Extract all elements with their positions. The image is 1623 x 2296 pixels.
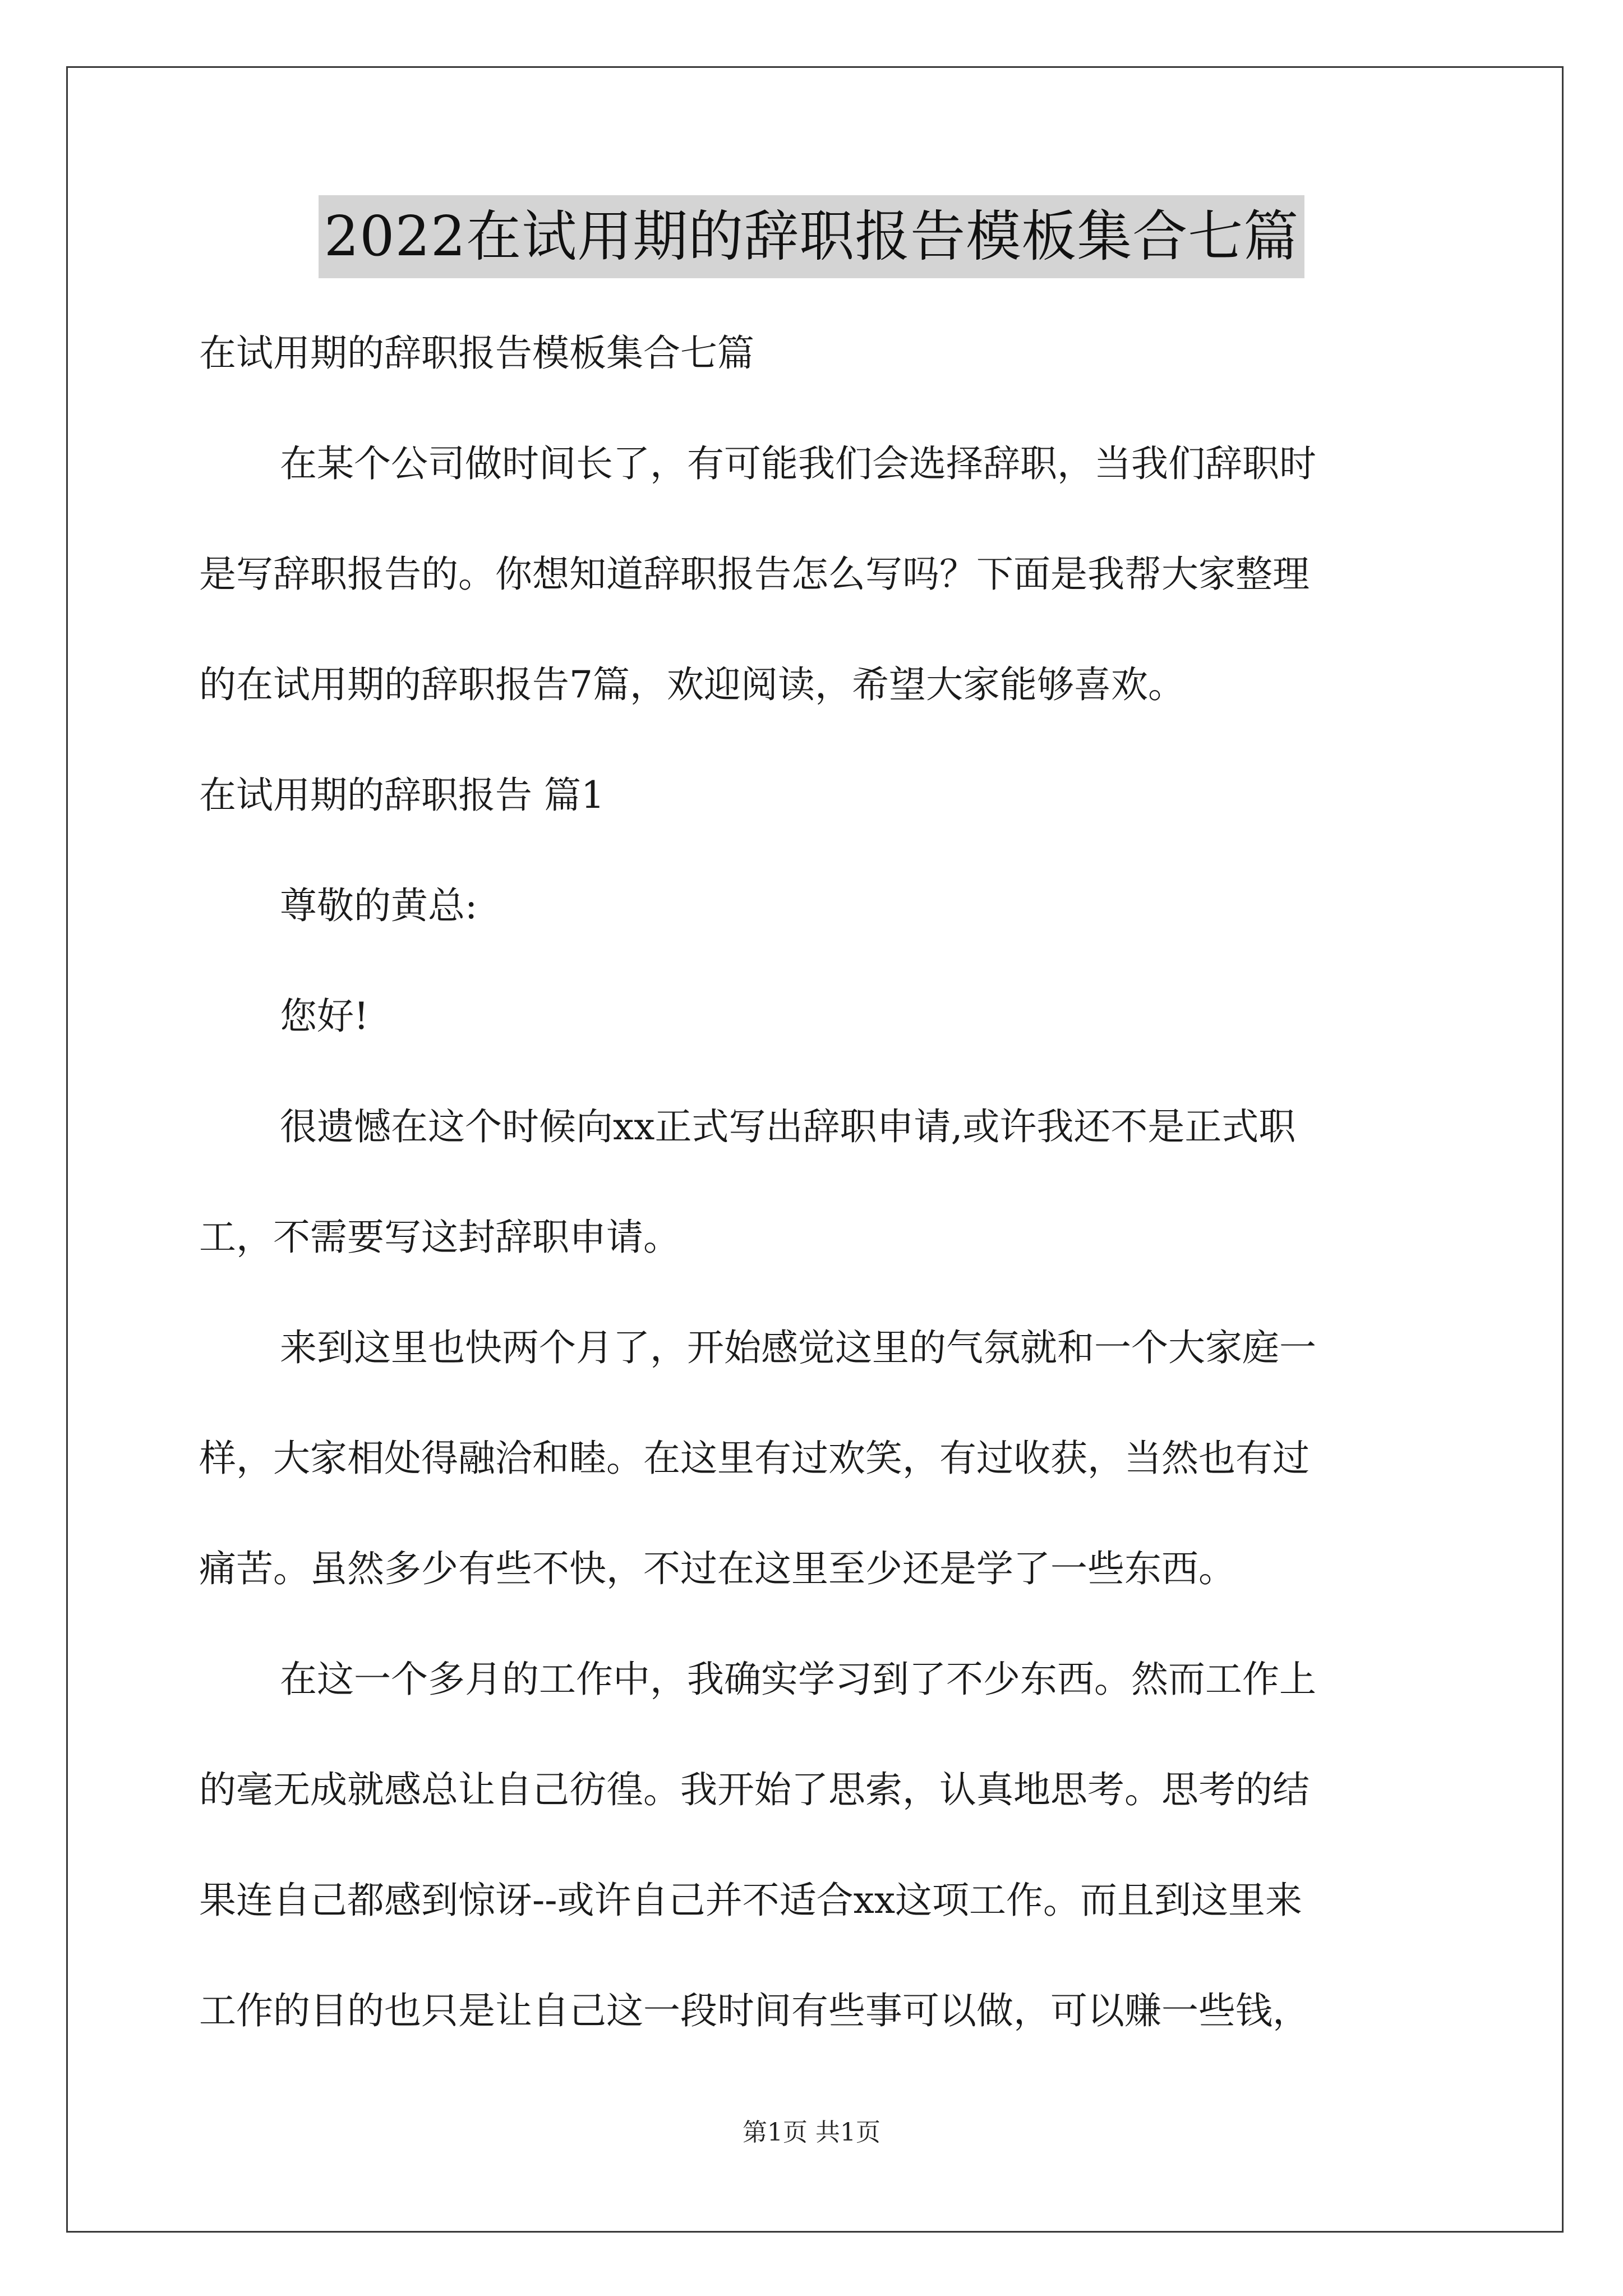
greeting: 您好! <box>280 995 369 1038</box>
paragraph-line: 样，大家相处得融洽和睦。在这里有过欢笑，有过收获，当然也有过 <box>199 1437 1310 1480</box>
page-footer: 第1页 共1页 <box>743 2118 880 2147</box>
paragraph-line: 工作的目的也只是让自己这一段时间有些事可以做，可以赚一些钱， <box>199 1989 1310 2032</box>
paragraph-line: 很遗憾在这个时候向xx正式写出辞职申请,或许我还不是正式职 <box>280 1105 1296 1148</box>
paragraph-line: 痛苦。虽然多少有些不快，不过在这里至少还是学了一些东西。 <box>199 1547 1235 1590</box>
title-container <box>0 195 1623 278</box>
subtitle-line: 在试用期的辞职报告模板集合七篇 <box>199 332 754 375</box>
paragraph-line: 是写辞职报告的。你想知道辞职报告怎么写吗？下面是我帮大家整理 <box>199 553 1310 596</box>
paragraph-line: 在这一个多月的工作中，我确实学习到了不少东西。然而工作上 <box>280 1658 1316 1701</box>
paragraph-line: 来到这里也快两个月了，开始感觉这里的气氛就和一个大家庭一 <box>280 1326 1316 1369</box>
paragraph-line: 的毫无成就感总让自己彷徨。我开始了思索，认真地思考。思考的结 <box>199 1768 1310 1811</box>
section-heading: 在试用期的辞职报告 篇1 <box>199 774 605 817</box>
paragraph-line: 工，不需要写这封辞职申请。 <box>199 1216 680 1259</box>
paragraph-line: 果连自己都感到惊讶--或许自己并不适合xx这项工作。而且到这里来 <box>199 1879 1303 1922</box>
paragraph-line: 的在试用期的辞职报告7篇，欢迎阅读，希望大家能够喜欢。 <box>199 663 1185 706</box>
document-title: 2022在试用期的辞职报告模板集合七篇 <box>319 195 1304 278</box>
document-body <box>199 320 1433 2088</box>
salutation: 尊敬的黄总: <box>280 884 478 927</box>
paragraph-line: 在某个公司做时间长了，有可能我们会选择辞职，当我们辞职时 <box>280 442 1316 485</box>
